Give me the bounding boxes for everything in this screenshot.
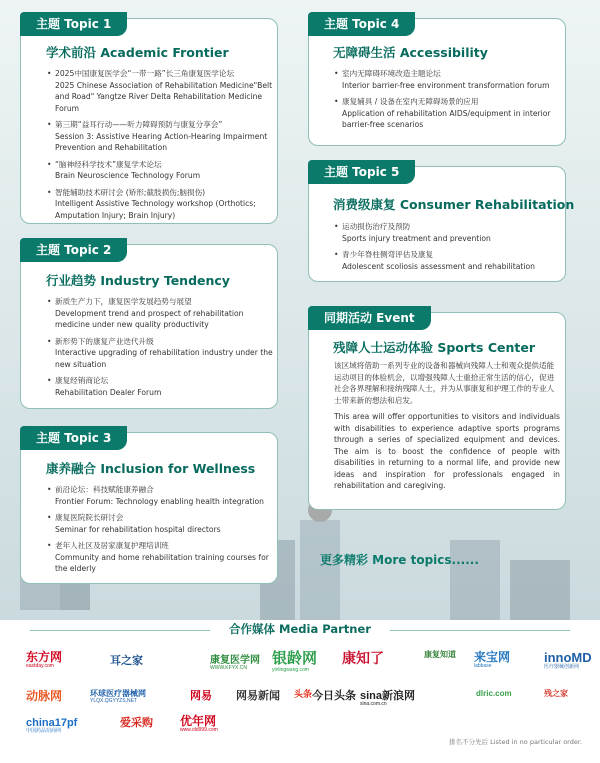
topic3-tag: 主题 Topic 3 bbox=[20, 426, 127, 450]
partner-logo-sub: WWW.KFYX.CN bbox=[210, 665, 247, 671]
event-desc-en: This area will offer opportunities to visitors and individuals with disabilities to experience adaptive sports programs through a series of specialized equipment and devices. The aim is to boost the confidence of people with disabilities in returning to a normal life, and provide new ideas and inspiration for professionals engaged in rehabilitation and caregiving. bbox=[334, 412, 560, 490]
event-desc-cn: 该区域将借助一系列专业的设备和器械向残障人士和观众提供适能运动项目的体验机会，以增强残障人士重拾正常生活的信心，促进社会各界理解和接纳残障人士，并为从事康复和护理工作的专业人士带来新的想法和启发。 bbox=[334, 361, 555, 405]
partner-logo-name: 优年网 bbox=[180, 714, 217, 728]
partner-logo bbox=[26, 717, 77, 735]
partner-logo-name: 残之家 bbox=[544, 689, 568, 698]
partner-logo-name: 爱采购 bbox=[120, 717, 153, 729]
partner-logo-name: 康复医学网 bbox=[210, 655, 260, 666]
partner-logo bbox=[120, 717, 153, 729]
partner-logo bbox=[474, 651, 510, 670]
partner-logo-name: innoMD bbox=[544, 650, 592, 665]
partner-logo-sub: 中国药品招商网 bbox=[26, 728, 62, 735]
partner-logo-name: 康知了 bbox=[342, 650, 384, 666]
list-item: • 智能辅助技术研讨会 (矫形;截肢损伤;脑损伤) Intelligent Assistive Technology workshop (Orthotics; Amputation Injury; Brain Injury) bbox=[47, 187, 275, 222]
list-item: • 运动损伤治疗及预防 Sports injury treatment and prevention bbox=[334, 221, 560, 244]
partner-logo-sub: sina.com.cn bbox=[360, 701, 387, 708]
partner-logo bbox=[272, 651, 317, 673]
topic4-title: 无障碍生活 Accessibility bbox=[333, 45, 488, 60]
topic4-tag: 主题 Topic 4 bbox=[308, 12, 415, 36]
list-item: • 青少年脊柱侧弯评估及康复 Adolescent scoliosis assessment and rehabilitation bbox=[334, 249, 560, 272]
partner-logo-sub: labbase bbox=[474, 663, 492, 670]
partner-logo bbox=[26, 690, 62, 703]
topic5-title: 消费级康复 Consumer Rehabilitation bbox=[333, 197, 575, 212]
list-item: • 康复医院院长研讨会 Seminar for rehabilitation hospital directors bbox=[47, 512, 275, 535]
partner-logo-sub: www.old999.com bbox=[180, 727, 218, 734]
partner-logo bbox=[210, 655, 260, 672]
partner-logo-name: 环球医疗器械网 bbox=[90, 689, 146, 698]
partner-logo-name: 网易 bbox=[190, 690, 212, 702]
partner-logo-sub: 医疗器械创新网 bbox=[544, 664, 580, 671]
topic5-list bbox=[334, 221, 560, 277]
list-item: • 室内无障碍环境改造主题论坛 Interior barrier-free environment transformation forum bbox=[334, 68, 560, 91]
topic2-list bbox=[47, 296, 275, 403]
topic3-title: 康养融合 Inclusion for Wellness bbox=[46, 461, 256, 476]
list-item: • 前沿论坛：科技赋能康养融合 Frontier Forum: Technology enabling health integration bbox=[47, 484, 275, 507]
topic5-tag: 主题 Topic 5 bbox=[308, 160, 415, 184]
partner-logo bbox=[110, 655, 143, 667]
partner-logo-sub: YLQX.QGYYZS.NET bbox=[90, 697, 137, 704]
partner-logo-sub: eastday.com bbox=[26, 663, 54, 670]
partner-logo bbox=[180, 715, 218, 734]
partner-logo-name: sina新浪网 bbox=[360, 690, 416, 702]
partner-logo-name: china17pf bbox=[26, 717, 78, 729]
partner-logo-name: 今日头条 bbox=[312, 690, 356, 702]
topic1-title: 学术前沿 Academic Frontier bbox=[46, 45, 229, 60]
media-partner-title: 合作媒体 Media Partner bbox=[229, 622, 371, 636]
partner-logo-name: 动脉网 bbox=[26, 689, 63, 703]
partner-logo-name: 头条 bbox=[294, 689, 313, 699]
list-item: • 2025中国康复医学会“一带一路”长三角康复医学论坛 2025 Chinese Association of Rehabilitation Medicine"Belt and Road" Yangtze River Delta Rehabilitation Medicine Forum bbox=[47, 68, 275, 114]
partner-logo bbox=[342, 651, 384, 666]
partner-logo bbox=[476, 690, 512, 699]
partner-logo-name: 来宝网 bbox=[474, 650, 511, 664]
partner-logo bbox=[424, 651, 456, 660]
partner-logo bbox=[544, 651, 592, 671]
partner-logo-name: 耳之家 bbox=[110, 655, 143, 667]
partner-logo bbox=[26, 651, 62, 670]
event-title: 残障人士运动体验 Sports Center bbox=[333, 340, 535, 355]
list-item: • 第三期“益耳行动——听力障碍预防与康复分享会” Session 3: Assistive Hearing Action-Hearing Impairment Prevention and Rehabilitation bbox=[47, 119, 275, 154]
partner-logo-name: 康复知道 bbox=[424, 650, 456, 659]
partner-logo-sub: yinlingwang.com bbox=[272, 666, 309, 673]
topic1-list bbox=[47, 68, 275, 226]
topic2-title: 行业趋势 Industry Tendency bbox=[46, 273, 230, 288]
partner-logo-name: 网易新闻 bbox=[236, 690, 280, 702]
partner-logo-name: 银龄网 bbox=[272, 650, 318, 667]
partner-logo bbox=[190, 690, 212, 702]
partner-logo bbox=[544, 690, 568, 699]
topic4-list bbox=[334, 68, 560, 136]
topic3-list bbox=[47, 484, 275, 580]
partner-logo bbox=[360, 690, 415, 708]
list-item: • 新形势下的康复产业迭代升级 Interactive upgrading of rehabilitation industry under the new situation bbox=[47, 336, 275, 371]
partner-logo bbox=[90, 690, 146, 704]
list-item: • 康复经销商论坛 Rehabilitation Dealer Forum bbox=[47, 375, 275, 398]
listing-note: 排名不分先后 Listed in no particular order. bbox=[449, 738, 582, 746]
partner-logo-name: 东方网 bbox=[26, 650, 63, 664]
partner-logo bbox=[312, 690, 356, 702]
list-item: • 新质生产力下，康复医学发展趋势与展望 Development trend and prospect of rehabilitation medicine under new quality productivity bbox=[47, 296, 275, 331]
partner-logo bbox=[294, 690, 312, 700]
more-topics: 更多精彩 More topics...... bbox=[320, 553, 479, 567]
list-item: • “脑神经科学技术”康复学术论坛 Brain Neuroscience Technology Forum bbox=[47, 159, 275, 182]
event-tag: 同期活动 Event bbox=[308, 306, 431, 330]
topic1-tag: 主题 Topic 1 bbox=[20, 12, 127, 36]
partner-logo bbox=[236, 690, 280, 702]
list-item: • 老年人社区及居家康复护理培训班 Community and home rehabilitation training courses for the elderly bbox=[47, 540, 275, 575]
topic2-tag: 主题 Topic 2 bbox=[20, 238, 127, 262]
list-item: • 康复辅具 / 设备在室内无障碍场景的应用 Application of rehabilitation AIDS/equipment in interior barrier-free scenarios bbox=[334, 96, 560, 131]
partner-logo-name: dlric.com bbox=[476, 689, 512, 698]
